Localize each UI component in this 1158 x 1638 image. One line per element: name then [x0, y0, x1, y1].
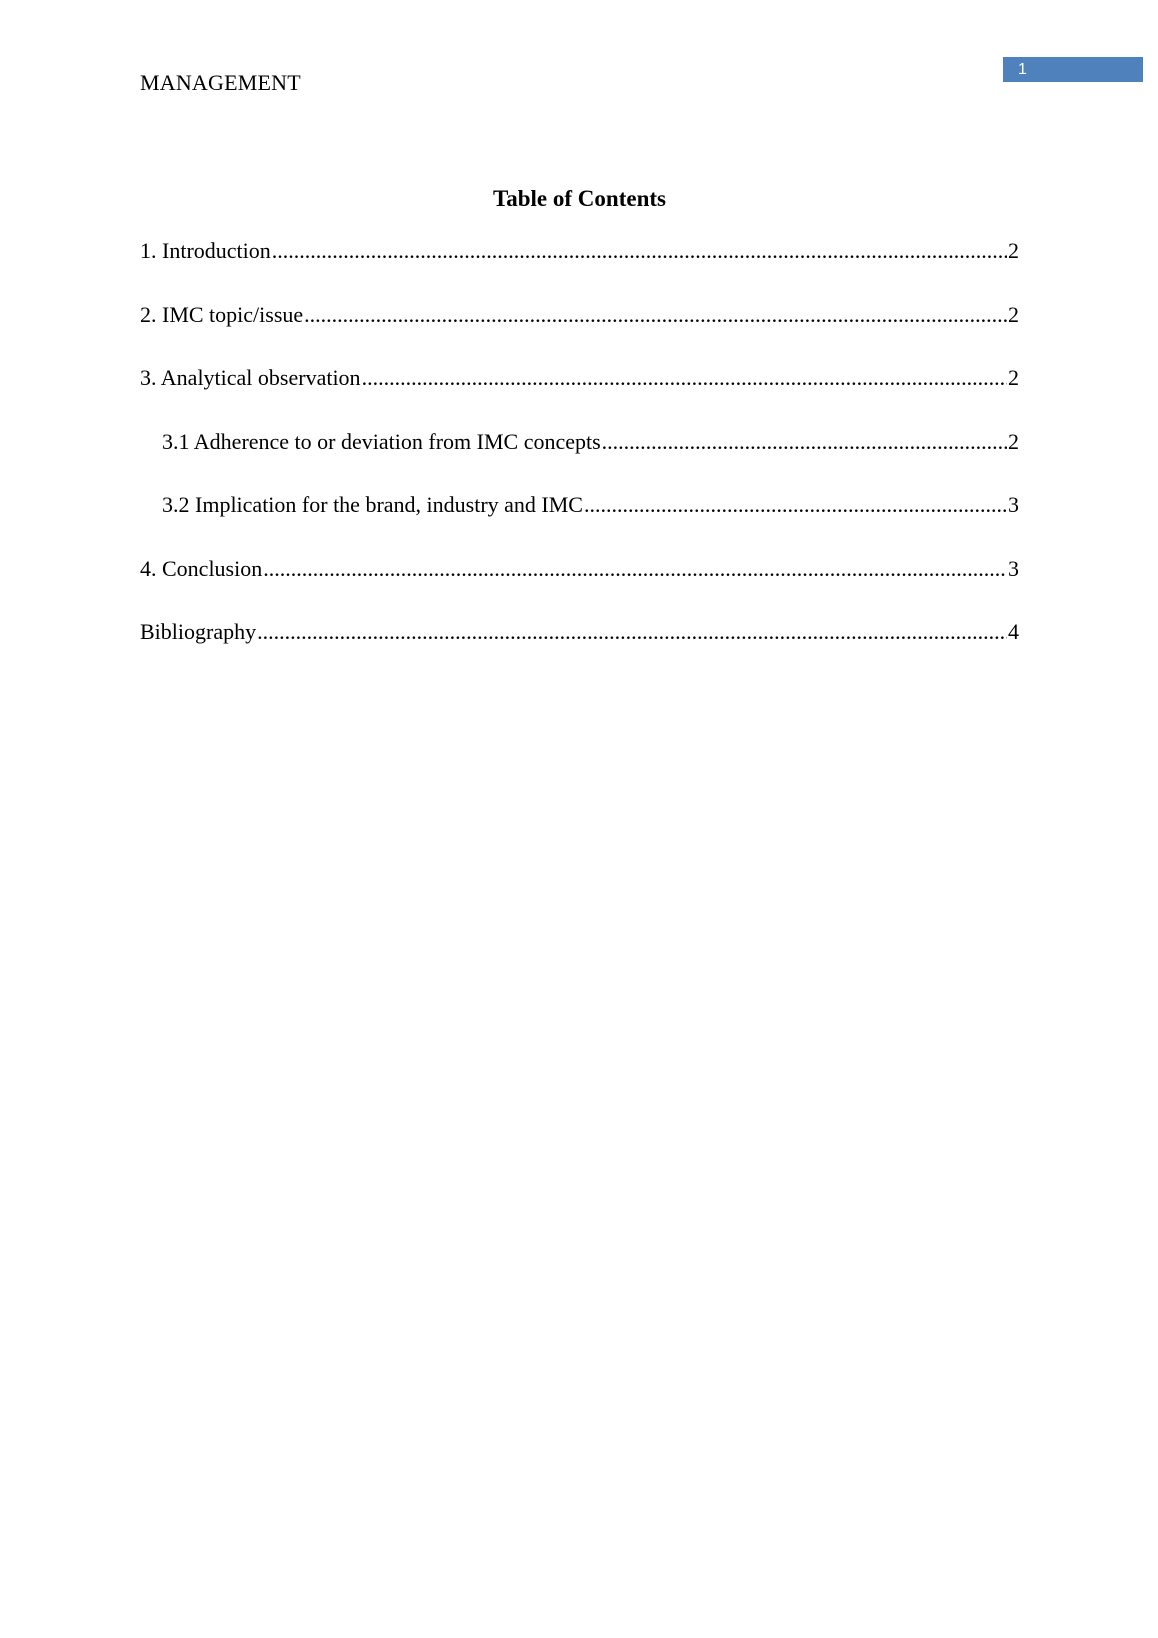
- toc-entry-bibliography[interactable]: [140, 619, 1019, 683]
- toc-entry-page: 2: [1008, 238, 1019, 263]
- toc-entry-label: 1. Introduction: [140, 238, 271, 263]
- toc-dot-leader: [263, 556, 1007, 582]
- toc-entry-conclusion[interactable]: [140, 556, 1019, 620]
- toc-dot-leader: [362, 365, 1007, 391]
- toc-entry-imc-topic[interactable]: [140, 302, 1019, 366]
- toc-dot-leader: [304, 302, 1007, 328]
- page-number-badge: 1: [1003, 57, 1143, 82]
- toc-list: [140, 238, 1019, 683]
- toc-entry-page: 3: [1008, 555, 1019, 581]
- toc-title: Table of Contents: [493, 186, 666, 211]
- toc-entry-implication[interactable]: [140, 492, 1019, 556]
- toc-entry-introduction[interactable]: [140, 238, 1019, 302]
- toc-entry-adherence[interactable]: [140, 429, 1019, 493]
- toc-entry-label: 3.1 Adherence to or deviation from IMC concepts: [162, 428, 601, 454]
- toc-entry-page: 2: [1008, 365, 1019, 390]
- toc-dot-leader: [272, 238, 1007, 264]
- toc-entry-page: 2: [1008, 301, 1019, 327]
- toc-dot-leader: [257, 619, 1007, 645]
- toc-entry-label: 3. Analytical observation: [140, 365, 361, 390]
- running-head: MANAGEMENT: [140, 70, 301, 95]
- toc-dot-leader: [584, 492, 1007, 518]
- toc-entry-label: 4. Conclusion: [140, 555, 263, 581]
- toc-entry-page: 2: [1008, 428, 1019, 454]
- toc-entry-label: 3.2 Implication for the brand, industry and IMC: [162, 492, 583, 517]
- toc-entry-label: 2. IMC topic/issue: [140, 301, 304, 327]
- toc-dot-leader: [602, 429, 1007, 455]
- toc-entry-analytical-observation[interactable]: [140, 365, 1019, 429]
- toc-entry-label: Bibliography: [140, 619, 257, 644]
- toc-entry-page: 3: [1008, 492, 1019, 517]
- toc-entry-page: 4: [1008, 619, 1019, 644]
